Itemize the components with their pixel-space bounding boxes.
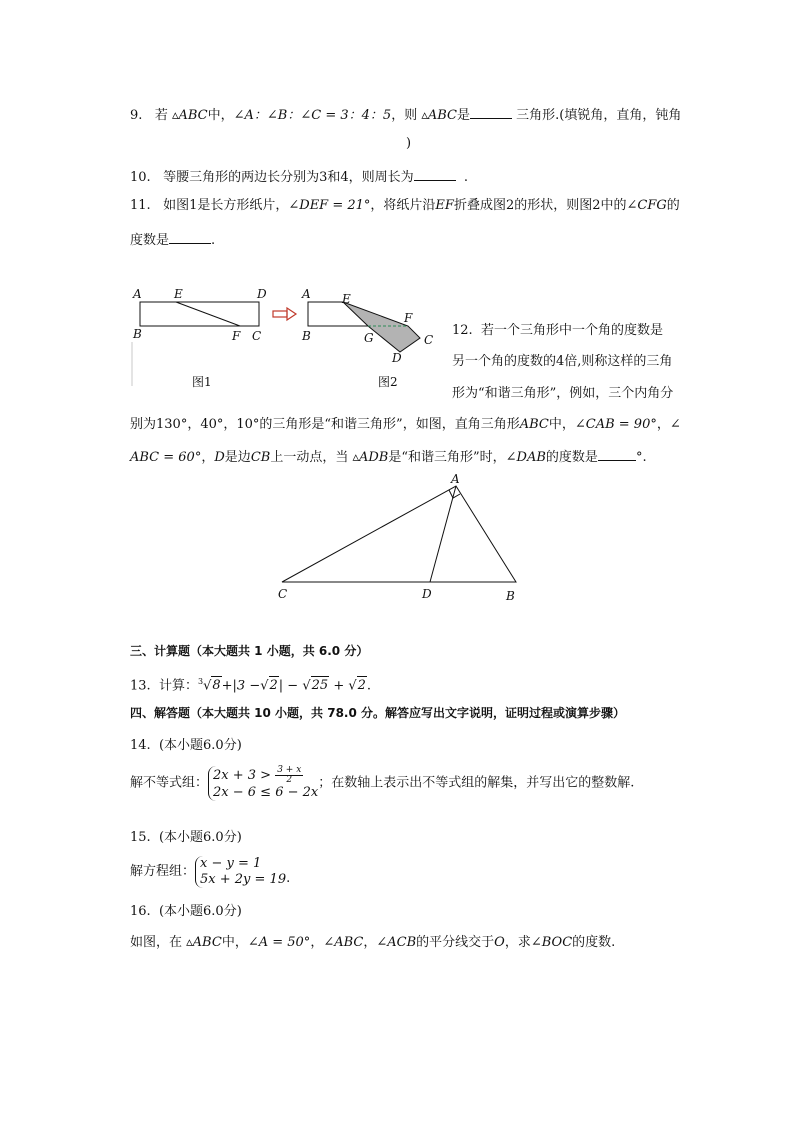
fig3-label-D: D — [422, 587, 432, 601]
triangle-ABC — [282, 486, 516, 582]
equation-system: x − y = 1 5x + 2y = 19 — [195, 856, 286, 888]
fig1-label-B: B — [133, 327, 142, 341]
question-11-line2: 度数是 . — [130, 229, 215, 250]
fig3-label-C: C — [278, 587, 288, 601]
fig2-caption: 图2 — [378, 375, 398, 389]
fig1-caption: 图1 — [192, 375, 212, 389]
fig2-label-A: A — [302, 287, 311, 301]
red-arrow — [273, 308, 296, 320]
fig1-label-F: F — [232, 329, 241, 343]
fig2-label-C: C — [424, 333, 434, 347]
fig2-label-G: G — [364, 331, 374, 345]
fig3-label-B: B — [506, 589, 515, 603]
fig1-label-D: D — [257, 287, 267, 301]
fig1-segment-EF — [176, 302, 240, 326]
answer-blank — [169, 229, 211, 244]
question-12-line3: 形为“和谐三角形”，例如，三个内角分 — [452, 386, 674, 401]
fig2-label-D: D — [392, 351, 402, 365]
figure-2 — [301, 287, 433, 365]
fig2-label-E: E — [342, 292, 351, 306]
question-13: 13. 计算：$^3$√8+|3 −√2| − √25 + √2. — [130, 677, 372, 694]
question-15-body: 解方程组： x − y = 1 5x + 2y = 19 . — [130, 856, 291, 887]
answer-blank — [470, 104, 512, 119]
segment-AD — [430, 486, 456, 582]
fig2-label-B: B — [302, 329, 311, 343]
section-3-title: 三、计算题（本大题共 1 小题，共 6.0 分） — [130, 644, 369, 658]
answer-blank — [414, 166, 456, 181]
question-12-line1: 12. 若一个三角形中一个角的度数是 — [452, 323, 663, 338]
question-16-body: 如图，在 ▵ABC中，∠A = 50°，∠ABC，∠ACB的平分线交于O，求∠BOC的度数. — [130, 935, 616, 950]
fig2-folded-part — [343, 302, 420, 352]
question-15-header: 15. (本小题6.0分) — [130, 830, 242, 845]
fig2-label-F: F — [404, 311, 413, 325]
fig1-label-E: E — [174, 287, 183, 301]
fold-figures — [128, 282, 448, 392]
section-4-title: 四、解答题（本大题共 10 小题，共 78.0 分。解答应写出文字说明，证明过程或演算步骤） — [130, 706, 626, 720]
fig1-rectangle — [140, 302, 259, 326]
question-16-header: 16. (本小题6.0分) — [130, 904, 242, 919]
question-12-line2: 另一个角的度数的4倍,则称这样的三角 — [452, 354, 673, 369]
question-12-line5: ABC = 60°，D是边CB上一动点，当 ▵ADB是“和谐三角形”时，∠DAB的度数是 °. — [130, 446, 647, 467]
question-14-header: 14. (本小题6.0分) — [130, 738, 242, 753]
question-12-line4: 别为130°，40°，10°的三角形是“和谐三角形”，如图，直角三角形ABC中，∠CAB = 90°，∠ — [130, 417, 681, 432]
fig1-label-C: C — [252, 329, 262, 343]
figure-1 — [132, 287, 267, 386]
question-10: 10. 等腰三角形的两边长分别为3和4，则周长为 . — [130, 166, 468, 187]
triangle-figure — [270, 468, 530, 608]
fig3-label-A: A — [451, 472, 460, 486]
question-14-body: 解不等式组： 2x + 3 > $\frac{3 + x}{2}$ 2x − 6 ≤ 6 − 2x ；在数轴上表示出不等式组的解集，并写出它的整数解. — [130, 765, 635, 800]
fig1-label-A: A — [133, 287, 142, 301]
question-11: 11. 如图1是长方形纸片，∠DEF = 21°，将纸片沿EF折叠成图2的形状，则图2中的∠CFG的 — [130, 198, 680, 213]
answer-blank — [598, 446, 636, 461]
q9-close-paren: ) — [406, 136, 412, 151]
inequality-system: 2x + 3 > $\frac{3 + x}{2}$ 2x − 6 ≤ 6 − 2x — [208, 766, 318, 801]
question-9: 9. 若 ▵ABC中，∠A：∠B：∠C = 3：4：5，则 ▵ABC是 三角形.(填锐角，直角，钝角 — [130, 104, 681, 125]
